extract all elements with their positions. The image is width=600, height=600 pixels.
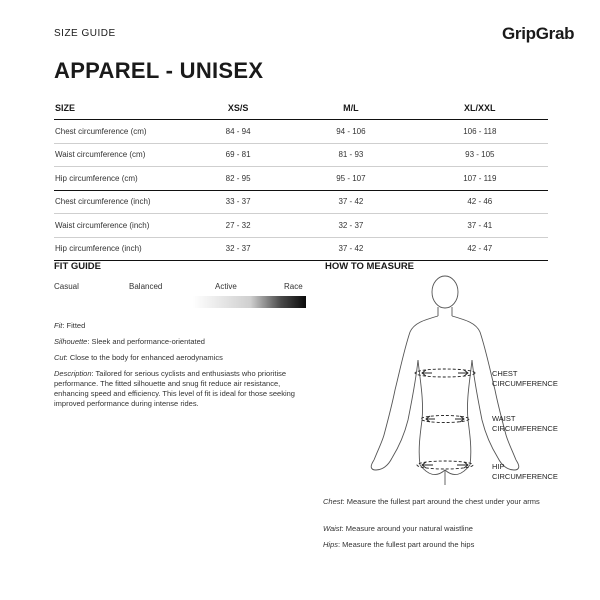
chest-note-label: Chest [323, 497, 343, 506]
table-cell: 107 - 119 [412, 167, 548, 191]
hip-measure-line [417, 461, 473, 469]
table-row [54, 237, 548, 261]
row-label: Hip circumference (cm) [54, 167, 186, 191]
table-cell: 33 - 37 [186, 190, 290, 214]
table-cell: 95 - 107 [290, 167, 411, 191]
silhouette-label: Silhouette [54, 337, 88, 346]
size-guide-label: SIZE GUIDE [54, 28, 116, 39]
column-header-size: SIZE [54, 97, 186, 120]
cut-label: Cut [54, 353, 66, 362]
waist-label-line-2: CIRCUMFERENCE [492, 423, 558, 433]
table-cell: 81 - 93 [290, 143, 411, 167]
fit-value: : Fitted [62, 321, 86, 330]
silhouette-line [54, 337, 304, 347]
table-cell: 32 - 37 [186, 237, 290, 261]
chest-note [323, 497, 553, 507]
how-to-measure-heading: HOW TO MEASURE [325, 261, 415, 272]
table-row [54, 143, 548, 167]
waist-note-label: Waist [323, 524, 342, 533]
row-label: Waist circumference (inch) [54, 214, 186, 238]
table-cell: 27 - 32 [186, 214, 290, 238]
table-cell: 42 - 46 [412, 190, 548, 214]
description-value: : Tailored for serious cyclists and enthusiasts who prioritise performance. The fitted silhouette and snug fit reduce air resistance, enhancing speed and efficiency. This level of fit is ideal for those seeking improved performance during intense rides. [54, 369, 295, 408]
page-title: APPAREL - UNISEX [54, 58, 264, 83]
hips-note-label: Hips [323, 540, 339, 549]
table-cell: 69 - 81 [186, 143, 290, 167]
chest-label-line-1: CHEST [492, 369, 518, 378]
chest-circumference-label [492, 369, 558, 388]
table-cell: 32 - 37 [290, 214, 411, 238]
table-cell: 106 - 118 [412, 120, 548, 144]
waist-note [323, 524, 553, 534]
table-cell: 93 - 105 [412, 143, 548, 167]
brand-logo: GripGrab [502, 24, 575, 43]
hips-note-text: : Measure the fullest part around the hips [338, 540, 475, 549]
table-cell: 82 - 95 [186, 167, 290, 191]
silhouette-value: : Sleek and performance-orientated [87, 337, 205, 346]
waist-circumference-label [492, 414, 558, 433]
table-cell: 37 - 42 [290, 190, 411, 214]
column-header-xs-s: XS/S [186, 97, 290, 120]
waist-measure-line [421, 416, 469, 423]
chest-measure-line [415, 369, 475, 377]
chest-note-text: : Measure the fullest part around the chest under your arms [342, 497, 540, 506]
waist-label-line-1: WAIST [492, 414, 516, 423]
description-paragraph [54, 369, 304, 409]
table-row [54, 190, 548, 214]
cut-value: : Close to the body for enhanced aerodynamics [65, 353, 223, 362]
fit-line [54, 321, 304, 331]
table-row [54, 167, 548, 191]
hip-circumference-label [492, 462, 558, 481]
description-label: Description [54, 369, 92, 378]
table-cell: 84 - 94 [186, 120, 290, 144]
table-cell: 37 - 41 [412, 214, 548, 238]
column-header-m-l: M/L [290, 97, 411, 120]
table-row [54, 120, 548, 144]
scale-label-race: Race [284, 282, 303, 291]
table-cell: 94 - 106 [290, 120, 411, 144]
fit-label: Fit [54, 321, 63, 330]
scale-label-active: Active [215, 282, 237, 291]
column-header-xl-xxl: XL/XXL [412, 97, 548, 120]
size-table [54, 97, 548, 261]
fit-gradient-bar [54, 296, 306, 308]
table-header-row [54, 97, 548, 120]
scale-label-casual: Casual [54, 282, 79, 291]
row-label: Chest circumference (cm) [54, 120, 186, 144]
row-label: Waist circumference (cm) [54, 143, 186, 167]
waist-note-text: : Measure around your natural waistline [341, 524, 473, 533]
hips-note [323, 540, 553, 550]
chest-label-line-2: CIRCUMFERENCE [492, 378, 558, 388]
scale-label-balanced: Balanced [129, 282, 163, 291]
fit-guide-heading: FIT GUIDE [54, 261, 101, 272]
table-cell: 42 - 47 [412, 237, 548, 261]
table-cell: 37 - 42 [290, 237, 411, 261]
cut-line [54, 353, 304, 363]
hip-label-line-2: CIRCUMFERENCE [492, 471, 558, 481]
table-row [54, 214, 548, 238]
row-label: Chest circumference (inch) [54, 190, 186, 214]
hip-label-line-1: HIP [492, 462, 505, 471]
row-label: Hip circumference (inch) [54, 237, 186, 261]
